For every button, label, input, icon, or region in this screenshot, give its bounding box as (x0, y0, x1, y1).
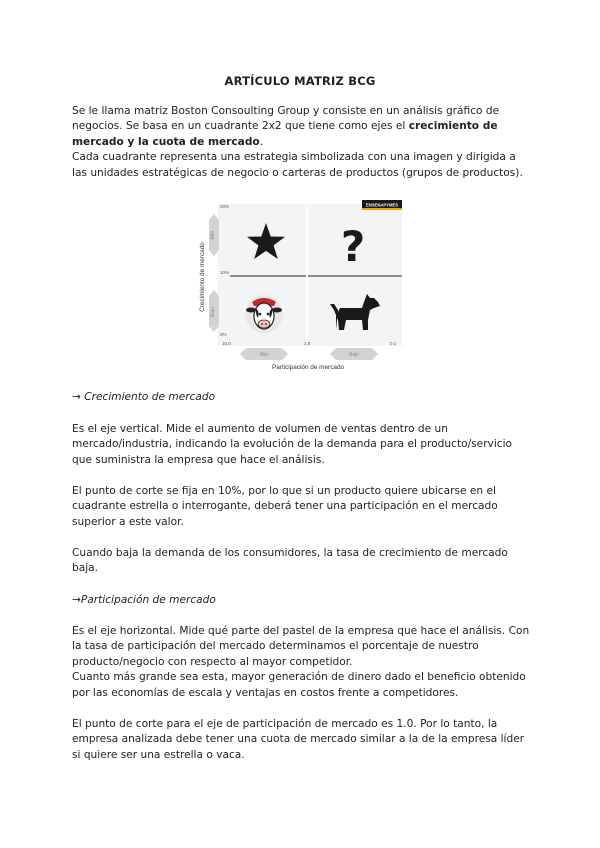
y-high-label: Alto (210, 230, 216, 240)
x-tick-left: 10.0 (222, 341, 231, 346)
cow-icon (245, 295, 283, 333)
intro-text-2: . (259, 135, 264, 148)
bcg-matrix-figure (196, 198, 408, 374)
x-high-label: Alto (259, 352, 269, 358)
logo-text: ENSENAPYMES (365, 202, 399, 208)
intro-bold-text: crecimiento de mercado y la cuota de mercado (72, 120, 498, 148)
growth-paragraph-2: El punto de corte se fija en 10%, por lo que si un producto quiere ubicarse en el cuadrante estrella o interrogante, deberá tener una participación en el mercado superior a este valor. (72, 485, 498, 528)
share-heading: →Participación de mercado (72, 594, 216, 606)
share-paragraph-2: El punto de corte para el eje de participación de mercado es 1.0. Por lo tanto, la empresa analizada debe tener una cuota de mercado similar a la de la empresa líder si quiere ser una estrella o vaca. (72, 718, 525, 761)
growth-paragraph-1: Es el eje vertical. Mide el aumento de volumen de ventas dentro de un mercado/industria, indicando la evolución de la demanda para el producto/servicio que suministra la empresa que hace el análisis. (72, 423, 513, 466)
logo-underline (362, 208, 402, 210)
y-tick-bottom: 0% (220, 332, 227, 337)
share-paragraph-1 (72, 624, 532, 701)
y-tick-top: 20% (220, 204, 230, 209)
article-title: ARTÍCULO MATRIZ BCG (224, 74, 376, 88)
x-axis-label: Participación de mercado (271, 364, 345, 371)
x-tick-right: 0.1 (390, 341, 397, 346)
intro-text-1: Se le llama matriz Boston Consoulting Group y consiste en un análisis gráfico de negocios. Se basa en un cuadrante 2x2 que tiene como ejes el (72, 105, 500, 133)
question-mark-icon: ? (340, 222, 366, 271)
x-low-label: Bajo (348, 352, 360, 358)
x-tick-mid: 1.0 (304, 341, 311, 346)
intro-paragraph (72, 104, 532, 181)
matrix-background (218, 204, 402, 346)
growth-paragraph-3: Cuando baja la demanda de los consumidores, la tasa de crecimiento de mercado baja. (72, 547, 508, 575)
y-tick-mid: 10% (220, 270, 230, 275)
y-axis-label: Crecimiento de mercado (199, 242, 206, 312)
intro-text-3: Cada cuadrante representa una estrategia simbolizada con una imagen y dirigida a las unidades estratégicas de negocio o carteras de productos (grupos de productos). (72, 151, 523, 179)
growth-heading: → Crecimiento de mercado (72, 391, 216, 403)
share-text-2: Cuanto más grande sea esta, mayor generación de dinero dado el beneficio obtenido por las economías de escala y ventajas en costos frente a competidores. (72, 671, 526, 699)
bcg-matrix-diagram (196, 198, 408, 374)
y-low-label: Bajo (210, 306, 216, 318)
share-text-1: Es el eje horizontal. Mide qué parte del pastel de la empresa que hace el análisis. Con la tasa de participación del mercado determinamos el porcentaje de nuestro producto/negocio con respecto al mayor competidor. (72, 625, 530, 668)
